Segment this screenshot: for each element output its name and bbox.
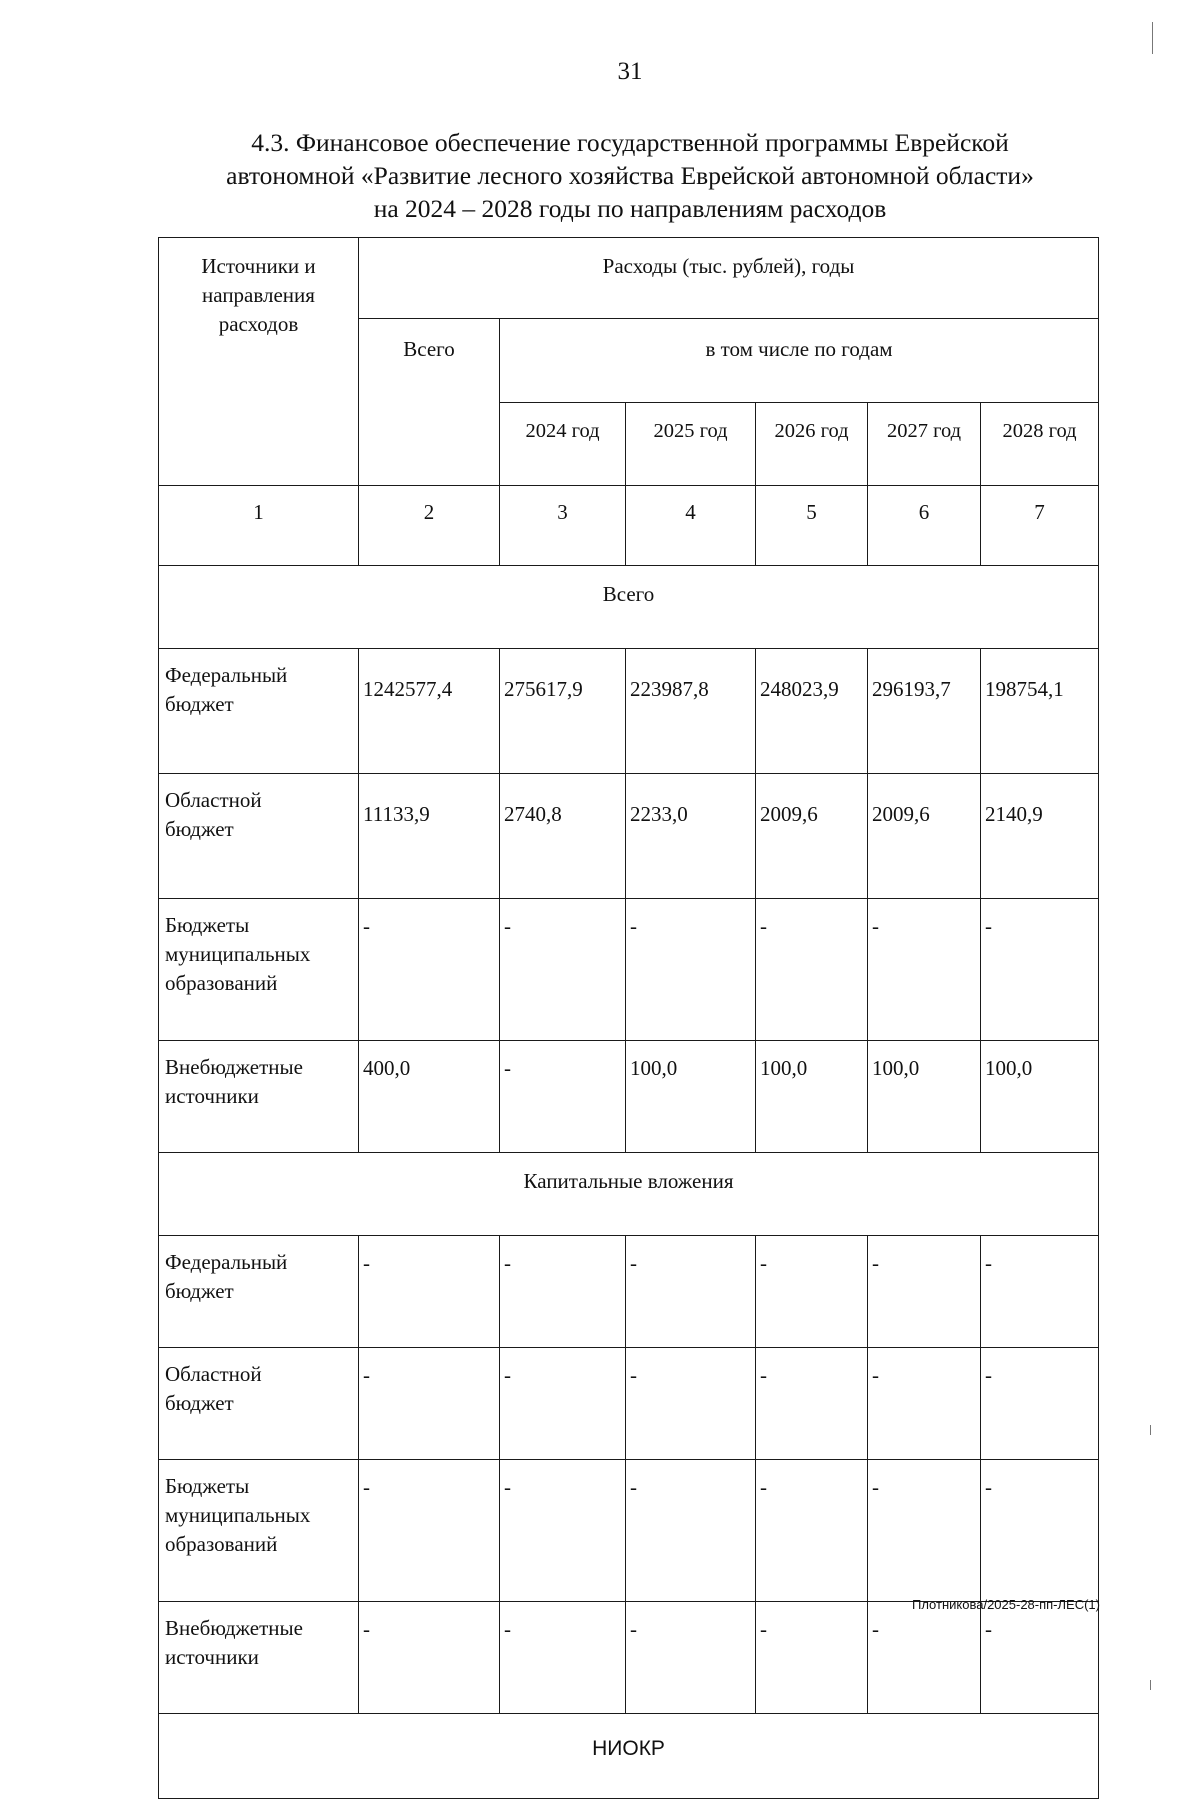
value-cell: -	[756, 899, 868, 1041]
value-cell: -	[981, 1602, 1099, 1714]
row-label: Бюджеты муниципальных образований	[159, 1460, 359, 1602]
value-cell: -	[868, 899, 981, 1041]
table-row	[159, 1460, 1099, 1602]
value-cell: 248023,9	[756, 649, 868, 774]
value-cell: 100,0	[626, 1041, 756, 1153]
table-row	[159, 1041, 1099, 1153]
header-year: 2026 год	[756, 403, 868, 486]
title-line: на 2024 – 2028 годы по направлениям расходов	[373, 194, 887, 223]
header-expenses: Расходы (тыс. рублей), годы	[359, 238, 1099, 319]
row-label: Бюджеты муниципальных образований	[159, 899, 359, 1041]
table-row	[159, 649, 1099, 774]
value-cell: 100,0	[981, 1041, 1099, 1153]
value-cell: 400,0	[359, 1041, 500, 1153]
column-number: 1	[159, 486, 359, 566]
row-label: Федеральный бюджет	[159, 649, 359, 774]
scan-edge-mark	[1152, 22, 1153, 54]
value-cell: 2233,0	[626, 774, 756, 899]
table-row	[159, 1348, 1099, 1460]
value-cell: 2140,9	[981, 774, 1099, 899]
section-title: НИОКР	[159, 1714, 1099, 1799]
value-cell: -	[756, 1236, 868, 1348]
value-cell: -	[359, 1602, 500, 1714]
value-cell: -	[981, 1348, 1099, 1460]
value-cell: 100,0	[756, 1041, 868, 1153]
document-reference: Плотникова/2025-28-пп-ЛЕС(1)	[911, 1597, 1100, 1612]
row-label: Областной бюджет	[159, 1348, 359, 1460]
table-row	[159, 1236, 1099, 1348]
column-number: 4	[626, 486, 756, 566]
value-cell: 223987,8	[626, 649, 756, 774]
value-cell: -	[626, 1348, 756, 1460]
value-cell: -	[500, 899, 626, 1041]
value-cell: 1242577,4	[359, 649, 500, 774]
value-cell: -	[500, 1348, 626, 1460]
column-number: 7	[981, 486, 1099, 566]
header-year: 2027 год	[868, 403, 981, 486]
section-title: Всего	[159, 566, 1099, 649]
title-line: 4.3. Финансовое обеспечение государственной программы Еврейской	[251, 128, 1009, 157]
scan-edge-mark	[1150, 1680, 1151, 1690]
column-number: 6	[868, 486, 981, 566]
value-cell: -	[359, 1460, 500, 1602]
table-row	[159, 1602, 1099, 1714]
table-row	[159, 774, 1099, 899]
value-cell: -	[500, 1460, 626, 1602]
financing-table	[158, 237, 1099, 1799]
title-line: автономной «Развитие лесного хозяйства Еврейской автономной области»	[226, 161, 1034, 190]
value-cell: -	[868, 1348, 981, 1460]
header-total: Всего	[359, 319, 500, 486]
header-by-year: в том числе по годам	[500, 319, 1099, 403]
value-cell: -	[981, 899, 1099, 1041]
row-label: Внебюджетные источники	[159, 1041, 359, 1153]
page-number: 31	[617, 58, 643, 85]
value-cell: -	[626, 899, 756, 1041]
value-cell: -	[868, 1602, 981, 1714]
value-cell: -	[359, 899, 500, 1041]
section-title: Капитальные вложения	[159, 1153, 1099, 1236]
column-number: 2	[359, 486, 500, 566]
value-cell: -	[756, 1602, 868, 1714]
header-sources-cell: Источники и направления расходов	[159, 238, 359, 486]
value-cell: 275617,9	[500, 649, 626, 774]
value-cell: 2740,8	[500, 774, 626, 899]
value-cell: -	[981, 1236, 1099, 1348]
value-cell: -	[500, 1236, 626, 1348]
value-cell: 296193,7	[868, 649, 981, 774]
column-number: 3	[500, 486, 626, 566]
value-cell: -	[756, 1460, 868, 1602]
value-cell: -	[626, 1602, 756, 1714]
value-cell: 100,0	[868, 1041, 981, 1153]
value-cell: 2009,6	[868, 774, 981, 899]
value-cell: -	[626, 1236, 756, 1348]
document-title	[150, 126, 1110, 225]
value-cell: -	[500, 1602, 626, 1714]
value-cell: -	[359, 1348, 500, 1460]
value-cell: 198754,1	[981, 649, 1099, 774]
value-cell: -	[868, 1460, 981, 1602]
row-label: Областной бюджет	[159, 774, 359, 899]
header-year: 2024 год	[500, 403, 626, 486]
header-year: 2025 год	[626, 403, 756, 486]
row-label: Внебюджетные источники	[159, 1602, 359, 1714]
value-cell: 11133,9	[359, 774, 500, 899]
column-number: 5	[756, 486, 868, 566]
table-row	[159, 899, 1099, 1041]
value-cell: -	[359, 1236, 500, 1348]
row-label: Федеральный бюджет	[159, 1236, 359, 1348]
header-year: 2028 год	[981, 403, 1099, 486]
value-cell: -	[981, 1460, 1099, 1602]
value-cell: 2009,6	[756, 774, 868, 899]
value-cell: -	[626, 1460, 756, 1602]
value-cell: -	[868, 1236, 981, 1348]
value-cell: -	[756, 1348, 868, 1460]
value-cell: -	[500, 1041, 626, 1153]
scan-edge-mark	[1150, 1425, 1151, 1435]
